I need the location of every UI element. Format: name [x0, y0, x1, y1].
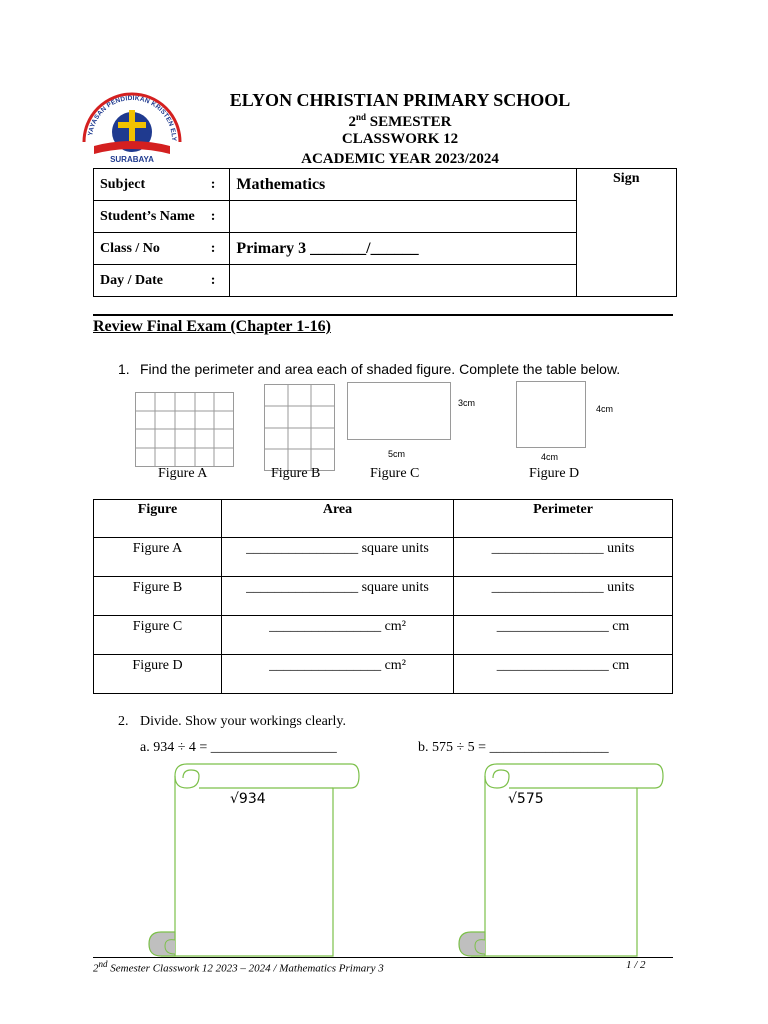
question-2b: b. 575 ÷ 5 = _________________ [418, 740, 609, 755]
workings-scroll-b[interactable] [455, 760, 645, 960]
sign-label: Sign [613, 171, 640, 186]
info-value-name[interactable] [230, 201, 576, 233]
row-area[interactable]: ________________ square units [222, 538, 454, 577]
header-perimeter: Perimeter [454, 500, 673, 538]
info-value-class[interactable]: Primary 3 _______/______ [230, 233, 576, 265]
figure-c-rectangle [347, 382, 451, 440]
figure-a-grid [135, 392, 235, 473]
row-figure: Figure C [94, 616, 222, 655]
workings-b-sqrt: √575 [508, 791, 544, 807]
row-perimeter[interactable]: ________________ cm [454, 616, 673, 655]
logo-bottom-text: SURABAYA [110, 155, 154, 164]
info-label-subject: Subject [100, 176, 146, 192]
figure-d-height-label: 4cm [596, 404, 614, 414]
info-label-date: Day / Date [100, 272, 163, 288]
header-area: Area [222, 500, 454, 538]
workings-a-sqrt: √934 [230, 791, 266, 807]
semester-word: SEMESTER [366, 114, 452, 130]
row-figure: Figure A [94, 538, 222, 577]
logo-arc-text: YAYASAN PENDIDIKAN KRISTEN ELY [87, 94, 178, 142]
footer-sup: nd [98, 959, 108, 969]
figure-b-caption: Figure B [271, 466, 321, 481]
question-2-number: 2. [118, 714, 129, 729]
figure-c-height-label: 3cm [458, 398, 476, 408]
footer-sup-num: 2 [93, 962, 99, 975]
figure-c-caption: Figure C [370, 466, 420, 481]
question-1 [118, 361, 620, 377]
section-divider [93, 314, 673, 316]
workings-scroll-a[interactable] [145, 760, 335, 960]
info-label-name: Student’s Name [100, 208, 195, 224]
row-figure: Figure B [94, 577, 222, 616]
question-2 [118, 714, 346, 730]
question-1-text: Find the perimeter and area each of shaded figure. Complete the table below. [140, 361, 621, 377]
semester-line [180, 112, 620, 131]
figure-a-caption: Figure A [158, 466, 208, 481]
semester-sup: nd [356, 112, 367, 122]
header-figure: Figure [94, 500, 222, 538]
page-number: 1 / 2 [626, 959, 646, 971]
row-figure: Figure D [94, 655, 222, 694]
row-perimeter[interactable]: ________________ units [454, 577, 673, 616]
info-value-subject[interactable]: Mathematics [230, 169, 576, 201]
academic-year: ACADEMIC YEAR 2023/2024 [301, 151, 499, 167]
row-perimeter[interactable]: ________________ units [454, 538, 673, 577]
school-logo [80, 88, 184, 164]
question-2-text: Divide. Show your workings clearly. [140, 714, 346, 729]
figure-table [93, 499, 673, 694]
table-row [94, 655, 673, 694]
question-1-number: 1. [118, 361, 130, 377]
classwork-title: CLASSWORK 12 [341, 131, 459, 147]
table-row [94, 616, 673, 655]
footer-divider [93, 957, 673, 958]
footer-text [93, 959, 384, 975]
info-label-class: Class / No [100, 240, 160, 256]
row-perimeter[interactable]: ________________ cm [454, 655, 673, 694]
semester-num: 2 [348, 114, 357, 130]
table-row [94, 577, 673, 616]
sign-box[interactable] [576, 169, 677, 297]
figure-d-width-label: 4cm [541, 452, 559, 462]
row-area[interactable]: ________________ cm² [222, 655, 454, 694]
info-value-date[interactable] [230, 265, 576, 297]
section-title: Review Final Exam (Chapter 1-16) [93, 318, 331, 335]
school-name: ELYON CHRISTIAN PRIMARY SCHOOL [229, 90, 571, 110]
figure-c-width-label: 5cm [388, 449, 406, 459]
figure-d-square [516, 381, 586, 448]
figure-b-grid [264, 384, 336, 477]
table-row [94, 538, 673, 577]
footer-main: Semester Classwork 12 2023 – 2024 / Mathematics Primary 3 [107, 962, 384, 975]
student-info-table: Subject : Mathematics Sign Student’s Name : Class / No : Primary 3 _______/______ Day / Date : [93, 168, 677, 297]
row-area[interactable]: ________________ cm² [222, 616, 454, 655]
figure-d-caption: Figure D [529, 466, 580, 481]
row-area[interactable]: ________________ square units [222, 577, 454, 616]
question-2a: a. 934 ÷ 4 = __________________ [140, 740, 337, 755]
